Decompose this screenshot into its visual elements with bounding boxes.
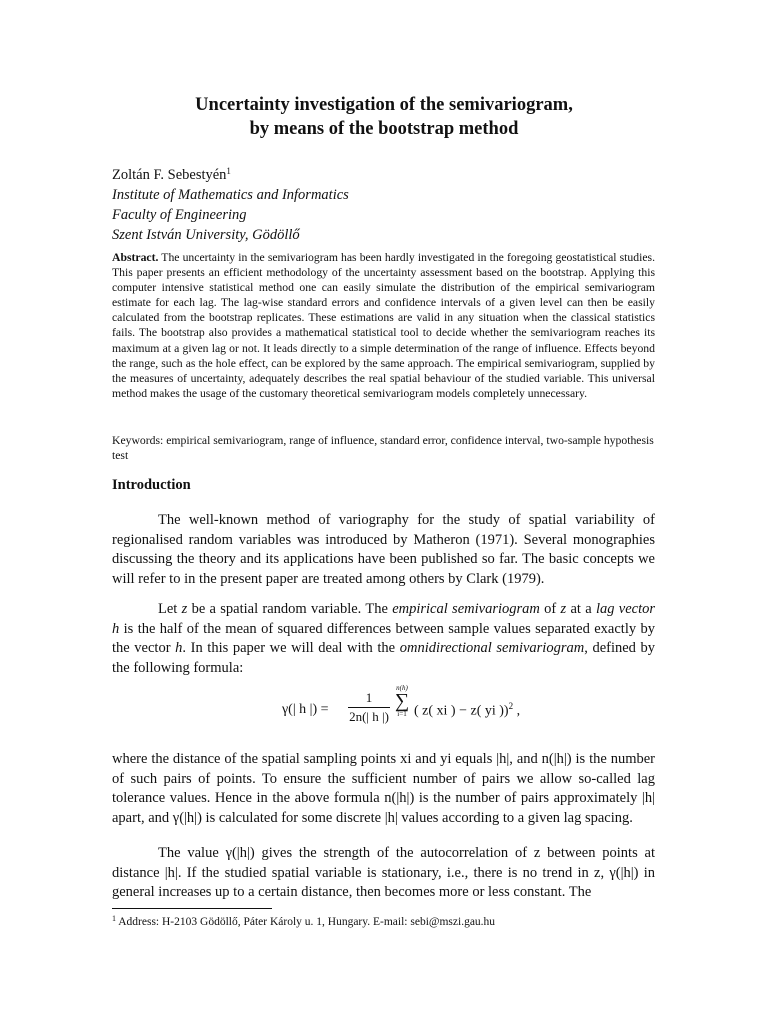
formula-numerator: 1	[365, 690, 373, 705]
sum-symbol: ∑	[394, 690, 410, 712]
footnote-mark: 1	[112, 914, 116, 923]
footnote-text: Address: H-2103 Gödöllő, Páter Károly u. 1, Hungary. E-mail: sebi@mszi.gau.hu	[116, 916, 496, 928]
affiliation-institute: Institute of Mathematics and Informatics	[112, 187, 349, 203]
abstract	[112, 250, 655, 401]
author-name: Zoltán F. Sebestyén$^1$	[112, 166, 231, 183]
footnote	[112, 914, 495, 928]
formula-rhs: ( z( xi ) − z( yi ))$^2$ ,	[414, 701, 521, 719]
author-block	[112, 161, 349, 245]
intro-paragraph-1: The well-known method of variography for the study of spatial variability of regionalised random variables was introduced by Matheron (1971). Several monographies discussing the theory and its applications have been published so far. The basic concepts we will refer to in the present paper are treated among others by Clark (1979).	[112, 512, 655, 587]
semivariogram-formula	[282, 684, 542, 730]
abstract-text: The uncertainty in the semivariogram has been hardly investigated in the foregoing geostatistical studies. This paper presents an efficient methodology of the uncertainty assessment based on the bootstrap. Applying this computer intensive statistical method one can easily simulate the distribution of the empirical semivariogram estimate for each lag. The lag-wise standard errors and confidence intervals of a given level can then be easily calculated from the bootstrap replicates. These estimations are valid in any situation when the classical statistics fails. The bootstrap also provides a mathematical statistical tool to decide whether the semivariogram reaches its maximum at a given lag or not. It leads directly to a simple determination of the range of influence. Effects beyond the range, such as the hole effect, can be explored by the same approach. The empirical semivariogram, supplied by the measures of uncertainty, adequately describes the real spatial behaviour of the studied variable. This universal method makes the usage of the customary theoretical semivariogram models completely unnecessary.	[112, 251, 655, 400]
affiliation-university: Szent István University, Gödöllő	[112, 227, 300, 243]
formula-lhs: γ(| h |) =	[282, 702, 329, 717]
title-line-1: Uncertainty investigation of the semivariogram,	[195, 95, 573, 115]
affiliation-faculty: Faculty of Engineering	[112, 207, 247, 223]
section-heading-introduction: Introduction	[112, 477, 191, 493]
intro-paragraph-4: The value γ(|h|) gives the strength of the autocorrelation of z between points at distance |h|. If the studied spatial variable is stationary, i.e., there is no trend in z, γ(|h|) in general increases up to a certain distance, then becomes more or less constant. The	[112, 845, 655, 901]
formula-fraction	[348, 690, 390, 725]
author-footnote-mark: 1	[226, 166, 231, 176]
formula-summation	[392, 684, 412, 718]
fraction-bar	[348, 707, 390, 708]
title-line-2: by means of the bootstrap method	[249, 119, 519, 139]
abstract-label: Abstract.	[112, 251, 159, 264]
sum-upper-limit: n(h)	[396, 684, 408, 692]
formula-denominator: 2n(| h |)	[349, 709, 389, 724]
keywords: Keywords: empirical semivariogram, range of influence, standard error, confidence interval, two-sample hypothesis test	[112, 434, 654, 463]
intro-paragraph-3: where the distance of the spatial sampling points xi and yi equals |h|, and n(|h|) is the number of such pairs of points. To ensure the sufficient number of pairs we allow so-called lag tolerance values. Hence in the above formula n(|h|) is the number of pairs approximately |h| apart, and γ(|h|) is calculated for some discrete |h| values according to a given lag spacing.	[112, 751, 655, 826]
footnote-divider	[112, 908, 272, 909]
intro-paragraph-2: Let z be a spatial random variable. The empirical semivariogram of z at a lag vector h is the half of the mean of squared differences between sample values separated exactly by the vector h. In this paper we will deal with the omnidirectional semivariogram, defined by the following formula:	[112, 601, 656, 676]
sum-lower-limit: i=1	[397, 710, 407, 718]
paper-title	[100, 93, 668, 141]
